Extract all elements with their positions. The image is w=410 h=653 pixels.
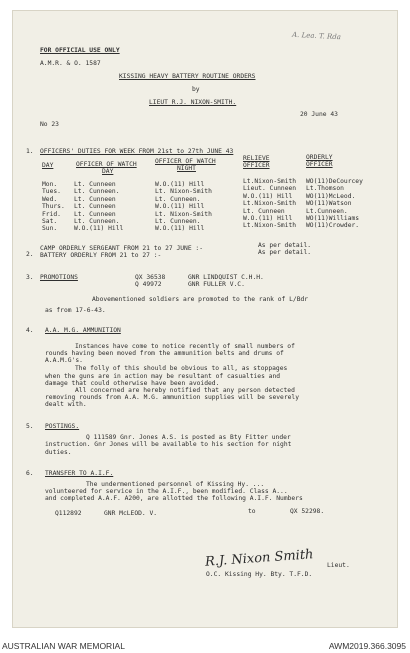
section-3-number: 3.: [26, 274, 34, 281]
col-header-watch-night: OFFICER OF WATCH: [155, 158, 216, 165]
duty-watch-night: Lt. Cunneen.: [155, 195, 201, 203]
posting-line-1: Q 111589 Gnr. Jones A.S. is posted as Bty Fitter under: [86, 434, 291, 441]
col-header-day: DAY: [42, 162, 54, 169]
duty-watch-night: W.O.(11) Hill: [155, 203, 205, 211]
transfer-line-2: volunteered for service in the A.I.F., been modified. Class A...: [45, 488, 288, 495]
duty-orderly-officer: WO(11)Watson: [306, 200, 352, 208]
ammo-line-8: removing rounds from A.A. M.G. ammunition supplies will be severely: [45, 394, 300, 401]
transfer-entry-to: to: [248, 508, 256, 515]
ammo-line-5: when the guns are in action may be resultant of casualties and: [45, 373, 281, 380]
duty-watch-day: Lt. Cunneen.: [74, 188, 120, 196]
section-5-title: POSTINGS.: [45, 423, 80, 430]
duty-day: Sat.: [42, 218, 58, 225]
posting-line-2: instruction. Gnr Jones will be available to his section for night: [45, 441, 292, 448]
duty-watch-night: W.O.(11) Hill: [155, 181, 205, 188]
ammo-line-1: Instances have come to notice recently of small numbers of: [75, 343, 295, 350]
archive-footer: [0, 640, 410, 653]
duty-relieve-officer: Lt.Nixon-Smith: [243, 178, 297, 185]
section-2-number: 2.: [26, 251, 34, 258]
transfer-entry-no: Q112892: [55, 510, 82, 517]
official-use-label: FOR OFFICIAL USE ONLY: [40, 47, 120, 54]
duty-orderly-officer: WO(11)Crowder.: [306, 222, 360, 230]
col-header-watch-day-2: DAY: [102, 168, 114, 175]
section-6-title: TRANSFER TO A.I.F.: [45, 470, 114, 477]
document-title: KISSING HEAVY BATTERY ROUTINE ORDERS: [119, 73, 256, 80]
duty-day: Thurs.: [42, 203, 65, 211]
promotion-2-no: Q 49972: [135, 281, 162, 288]
section-6-number: 6.: [26, 470, 34, 477]
promotion-1-name: GNR LINDQUIST C.H.H.: [188, 274, 264, 281]
promotion-effective: as from 17-6-43.: [45, 307, 106, 314]
by-label: by: [192, 86, 200, 93]
posting-line-3: duties.: [45, 449, 72, 456]
duty-watch-night: W.O.(11) Hill: [155, 225, 205, 233]
duty-watch-day: Lt. Cunneen: [74, 210, 116, 218]
duty-relieve-officer: Lt. Cunneen: [243, 207, 285, 215]
duty-watch-night: Lt. Nixon-Smith: [155, 188, 212, 196]
ammo-line-6: damage that could otherwise have been avoided.: [45, 380, 220, 387]
footer-accession-number: AWM2019.366.3095: [328, 641, 406, 651]
duty-watch-day: Lt. Cunneen: [74, 195, 116, 203]
amr-reference: A.M.R. & O. 1587: [40, 60, 101, 67]
pencil-note: A. Lea. T. Rda: [291, 30, 342, 42]
signature-rank: Lieut.: [327, 562, 350, 569]
duty-day: Frid.: [42, 210, 61, 218]
ammo-line-4: The folly of this should be obvious to all, as stoppages: [75, 365, 288, 372]
ammo-line-9: dealt with.: [45, 401, 87, 408]
duty-watch-day: Lt. Cunneen: [74, 203, 116, 211]
col-header-relieve: RELIEVE: [243, 155, 270, 162]
section-1-number: 1.: [26, 148, 34, 155]
section-4-title: A.A. M.G. AMMUNITION: [45, 327, 121, 334]
duty-orderly-officer: WO(11)McLeod.: [306, 192, 356, 200]
officer-name: LIEUT R.J. NIXON-SMITH.: [149, 99, 237, 106]
ammo-line-2: rounds having been moved from the ammunition belts and drums of: [45, 350, 284, 357]
section-3-title: PROMOTIONS: [40, 274, 78, 281]
duty-watch-day: Lt. Cunneen: [74, 181, 116, 188]
col-header-orderly-2: OFFICER: [306, 161, 333, 168]
duty-orderly-officer: Lt.Thomson: [306, 185, 344, 193]
camp-orderly-sergeant: CAMP ORDERLY SERGEANT FROM 21 to 27 JUNE :-: [40, 245, 204, 252]
section-4-number: 4.: [26, 327, 34, 334]
order-number: No 23: [40, 121, 59, 128]
signature-title: O.C. Kissing Hy. Bty. T.F.D.: [206, 571, 313, 578]
transfer-entry-name: GNR McLEOD. V.: [104, 510, 158, 517]
promotion-1-no: QX 36538: [135, 274, 166, 281]
col-header-watch-day: OFFICER OF WATCH: [76, 161, 137, 168]
duty-relieve-officer: W.O.(11) Hill: [243, 192, 293, 200]
duty-relieve-officer: Lieut. Cunneen: [243, 185, 297, 193]
duty-watch-night: Lt. Nixon-Smith: [155, 210, 212, 218]
battery-orderly-detail: As per detail.: [258, 249, 312, 256]
footer-institution: AUSTRALIAN WAR MEMORIAL: [2, 641, 125, 651]
transfer-line-1: The undermentioned personnel of Kissing Hy. ...: [86, 481, 265, 488]
duty-day: Sun.: [42, 225, 58, 233]
duty-day: Mon.: [42, 181, 58, 188]
duty-day: Wed.: [42, 195, 58, 203]
duty-orderly-officer: WO(11)DeCourcey: [306, 178, 363, 185]
duty-watch-day: Lt. Cunneen.: [74, 218, 120, 225]
duty-orderly-officer: Lt.Cunneen.: [306, 207, 348, 215]
ammo-line-7: All concerned are hereby notified that any person detected: [75, 387, 295, 394]
promotion-text: Abovementioned soldiers are promoted to the rank of L/Bdr: [92, 296, 309, 303]
duty-day: Tues.: [42, 188, 61, 196]
transfer-entry-new-no: QX 52298.: [290, 508, 325, 515]
duty-watch-night: Lt. Cunneen.: [155, 218, 201, 225]
handwritten-signature: R.J. Nixon Smith: [204, 547, 314, 570]
section-1-title: OFFICERS' DUTIES FOR WEEK FROM 21st to 27th JUNE 43: [40, 148, 234, 155]
order-date: 20 June 43: [300, 111, 338, 118]
col-header-relieve-2: OFFICER: [243, 162, 270, 169]
camp-orderly-detail: As per detail.: [258, 242, 312, 249]
promotion-2-name: GNR FULLER V.C.: [188, 281, 245, 288]
duty-watch-day: W.O.(11) Hill: [74, 225, 124, 233]
section-5-number: 5.: [26, 423, 34, 430]
transfer-line-3: and completed A.A.F. A200, are allotted the following A.I.F. Numbers: [45, 495, 303, 502]
ammo-line-3: A.A.M.G's.: [45, 357, 83, 364]
battery-orderly: BATTERY ORDERLY FROM 21 to 27 :-: [40, 252, 162, 259]
col-header-watch-night-2: NIGHT: [177, 165, 196, 172]
col-header-orderly: ORDERLY: [306, 154, 333, 161]
duty-orderly-officer: WO(11)Williams: [306, 215, 360, 222]
duty-relieve-officer: Lt.Nixon-Smith: [243, 200, 297, 208]
duty-relieve-officer: W.O.(11) Hill: [243, 215, 293, 222]
duty-relieve-officer: Lt.Nixon-Smith: [243, 222, 297, 230]
